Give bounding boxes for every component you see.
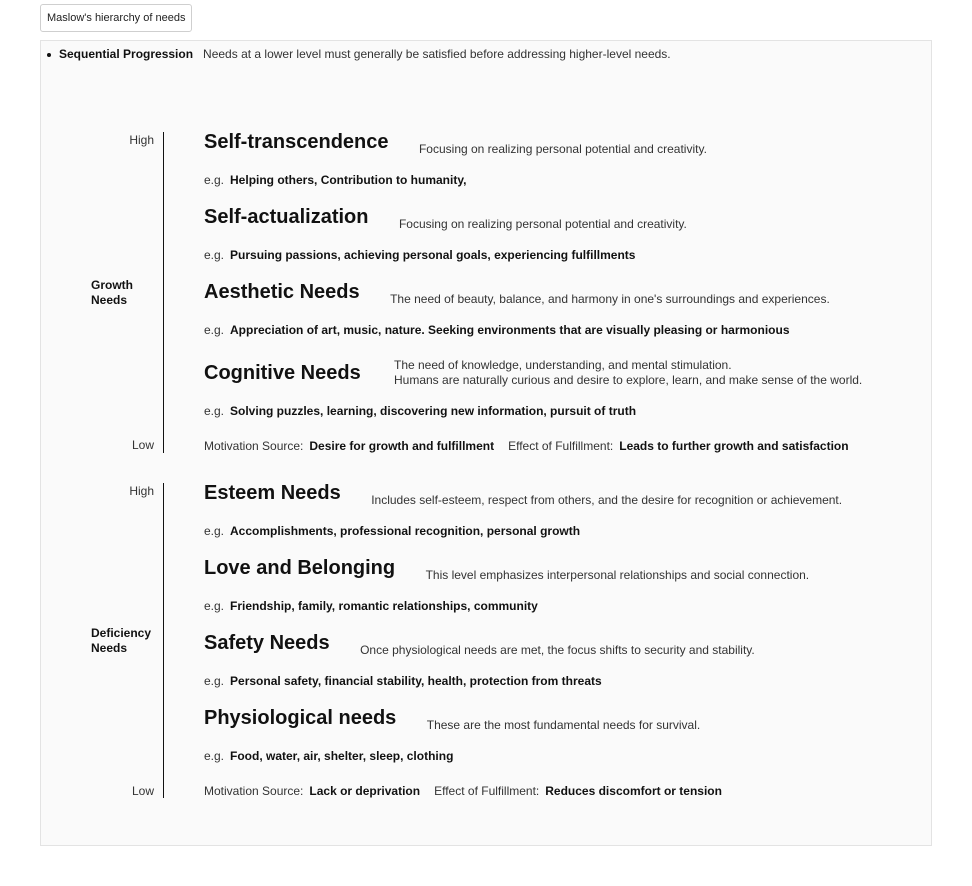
examples-text: Food, water, air, shelter, sleep, clothing [230,749,454,763]
level-desc: Focusing on realizing personal potential and creativity. [398,217,687,231]
level-aesthetic-needs [204,281,830,308]
level-desc: Includes self-esteem, respect from others, and the desire for recognition or achievement. [371,493,843,507]
bullet-icon [47,53,51,57]
examples-esteem-needs [204,524,580,538]
level-desc: This level emphasizes interpersonal relationships and social connection. [425,568,810,582]
eg-prefix: e.g. [204,248,225,262]
growth-axis-line [163,132,164,453]
examples-text: Friendship, family, romantic relationships, community [230,599,538,613]
examples-physiological-needs [204,749,453,763]
motivation-value: Lack or deprivation [309,784,421,798]
level-title: Self-transcendence [204,131,389,153]
intro-text: Needs at a lower level must generally be satisfied before addressing higher-level needs. [203,47,671,61]
effect-label: Effect of Fulfillment: [434,784,540,798]
level-safety-needs [204,632,755,659]
level-physiological-needs [204,707,700,734]
level-desc: The need of beauty, balance, and harmony in one's surroundings and experiences. [390,292,830,306]
examples-text: Accomplishments, professional recognition, personal growth [230,524,581,538]
eg-prefix: e.g. [204,323,225,337]
level-title: Love and Belonging [204,557,396,579]
level-desc-2: Humans are naturally curious and desire to explore, learn, and make sense of the world. [394,373,863,387]
level-esteem-needs [204,482,842,509]
eg-prefix: e.g. [204,524,225,538]
examples-text: Appreciation of art, music, nature. Seeking environments that are visually pleasing or harmonious [230,323,790,337]
level-title: Self-actualization [204,206,369,228]
eg-prefix: e.g. [204,599,225,613]
growth-axis-high: High [129,133,154,147]
level-title: Aesthetic Needs [204,281,360,303]
eg-prefix: e.g. [204,674,225,688]
deficiency-summary [204,784,736,798]
examples-text: Solving puzzles, learning, discovering new information, pursuit of truth [230,404,637,418]
level-self-transcendence [204,131,707,158]
eg-prefix: e.g. [204,173,225,187]
examples-safety-needs [204,674,602,688]
examples-text: Pursuing passions, achieving personal goals, experiencing fulfillments [230,248,636,262]
deficiency-axis-high: High [129,484,154,498]
motivation-label: Motivation Source: [204,439,304,453]
effect-value: Reduces discomfort or tension [545,784,722,798]
level-title: Physiological needs [204,707,397,729]
examples-self-transcendence [204,173,466,187]
growth-summary [204,439,863,453]
level-title: Esteem Needs [204,482,341,504]
examples-self-actualization [204,248,635,262]
motivation-value: Desire for growth and fulfillment [309,439,495,453]
deficiency-axis-low: Low [131,784,154,798]
deficiency-axis-line [163,483,164,798]
examples-aesthetic-needs [204,323,790,337]
examples-cognitive-needs [204,404,636,418]
level-desc: These are the most fundamental needs for survival. [426,718,701,732]
examples-love-and-belonging [204,599,538,613]
eg-prefix: e.g. [204,749,225,763]
level-desc: The need of knowledge, understanding, and mental stimulation. [394,358,732,372]
effect-value: Leads to further growth and satisfaction [619,439,849,453]
level-self-actualization [204,206,687,233]
level-desc: Once physiological needs are met, the focus shifts to security and stability. [360,643,755,657]
intro-title: Sequential Progression [59,47,194,61]
intro-line [47,47,671,61]
examples-text: Helping others, Contribution to humanity, [230,173,467,187]
examples-text: Personal safety, financial stability, health, protection from threats [230,674,602,688]
level-title: Safety Needs [204,632,330,654]
level-love-and-belonging [204,557,809,584]
level-title: Cognitive Needs [204,362,361,384]
growth-needs-label: Growth Needs [91,278,133,307]
motivation-label: Motivation Source: [204,784,304,798]
growth-axis-low: Low [131,438,154,452]
tab-maslow[interactable]: Maslow's hierarchy of needs [40,4,192,32]
deficiency-needs-label: Deficiency Needs [91,626,152,655]
effect-label: Effect of Fulfillment: [508,439,614,453]
level-cognitive-needs [204,362,361,385]
level-desc: Focusing on realizing personal potential and creativity. [418,142,707,156]
eg-prefix: e.g. [204,404,225,418]
